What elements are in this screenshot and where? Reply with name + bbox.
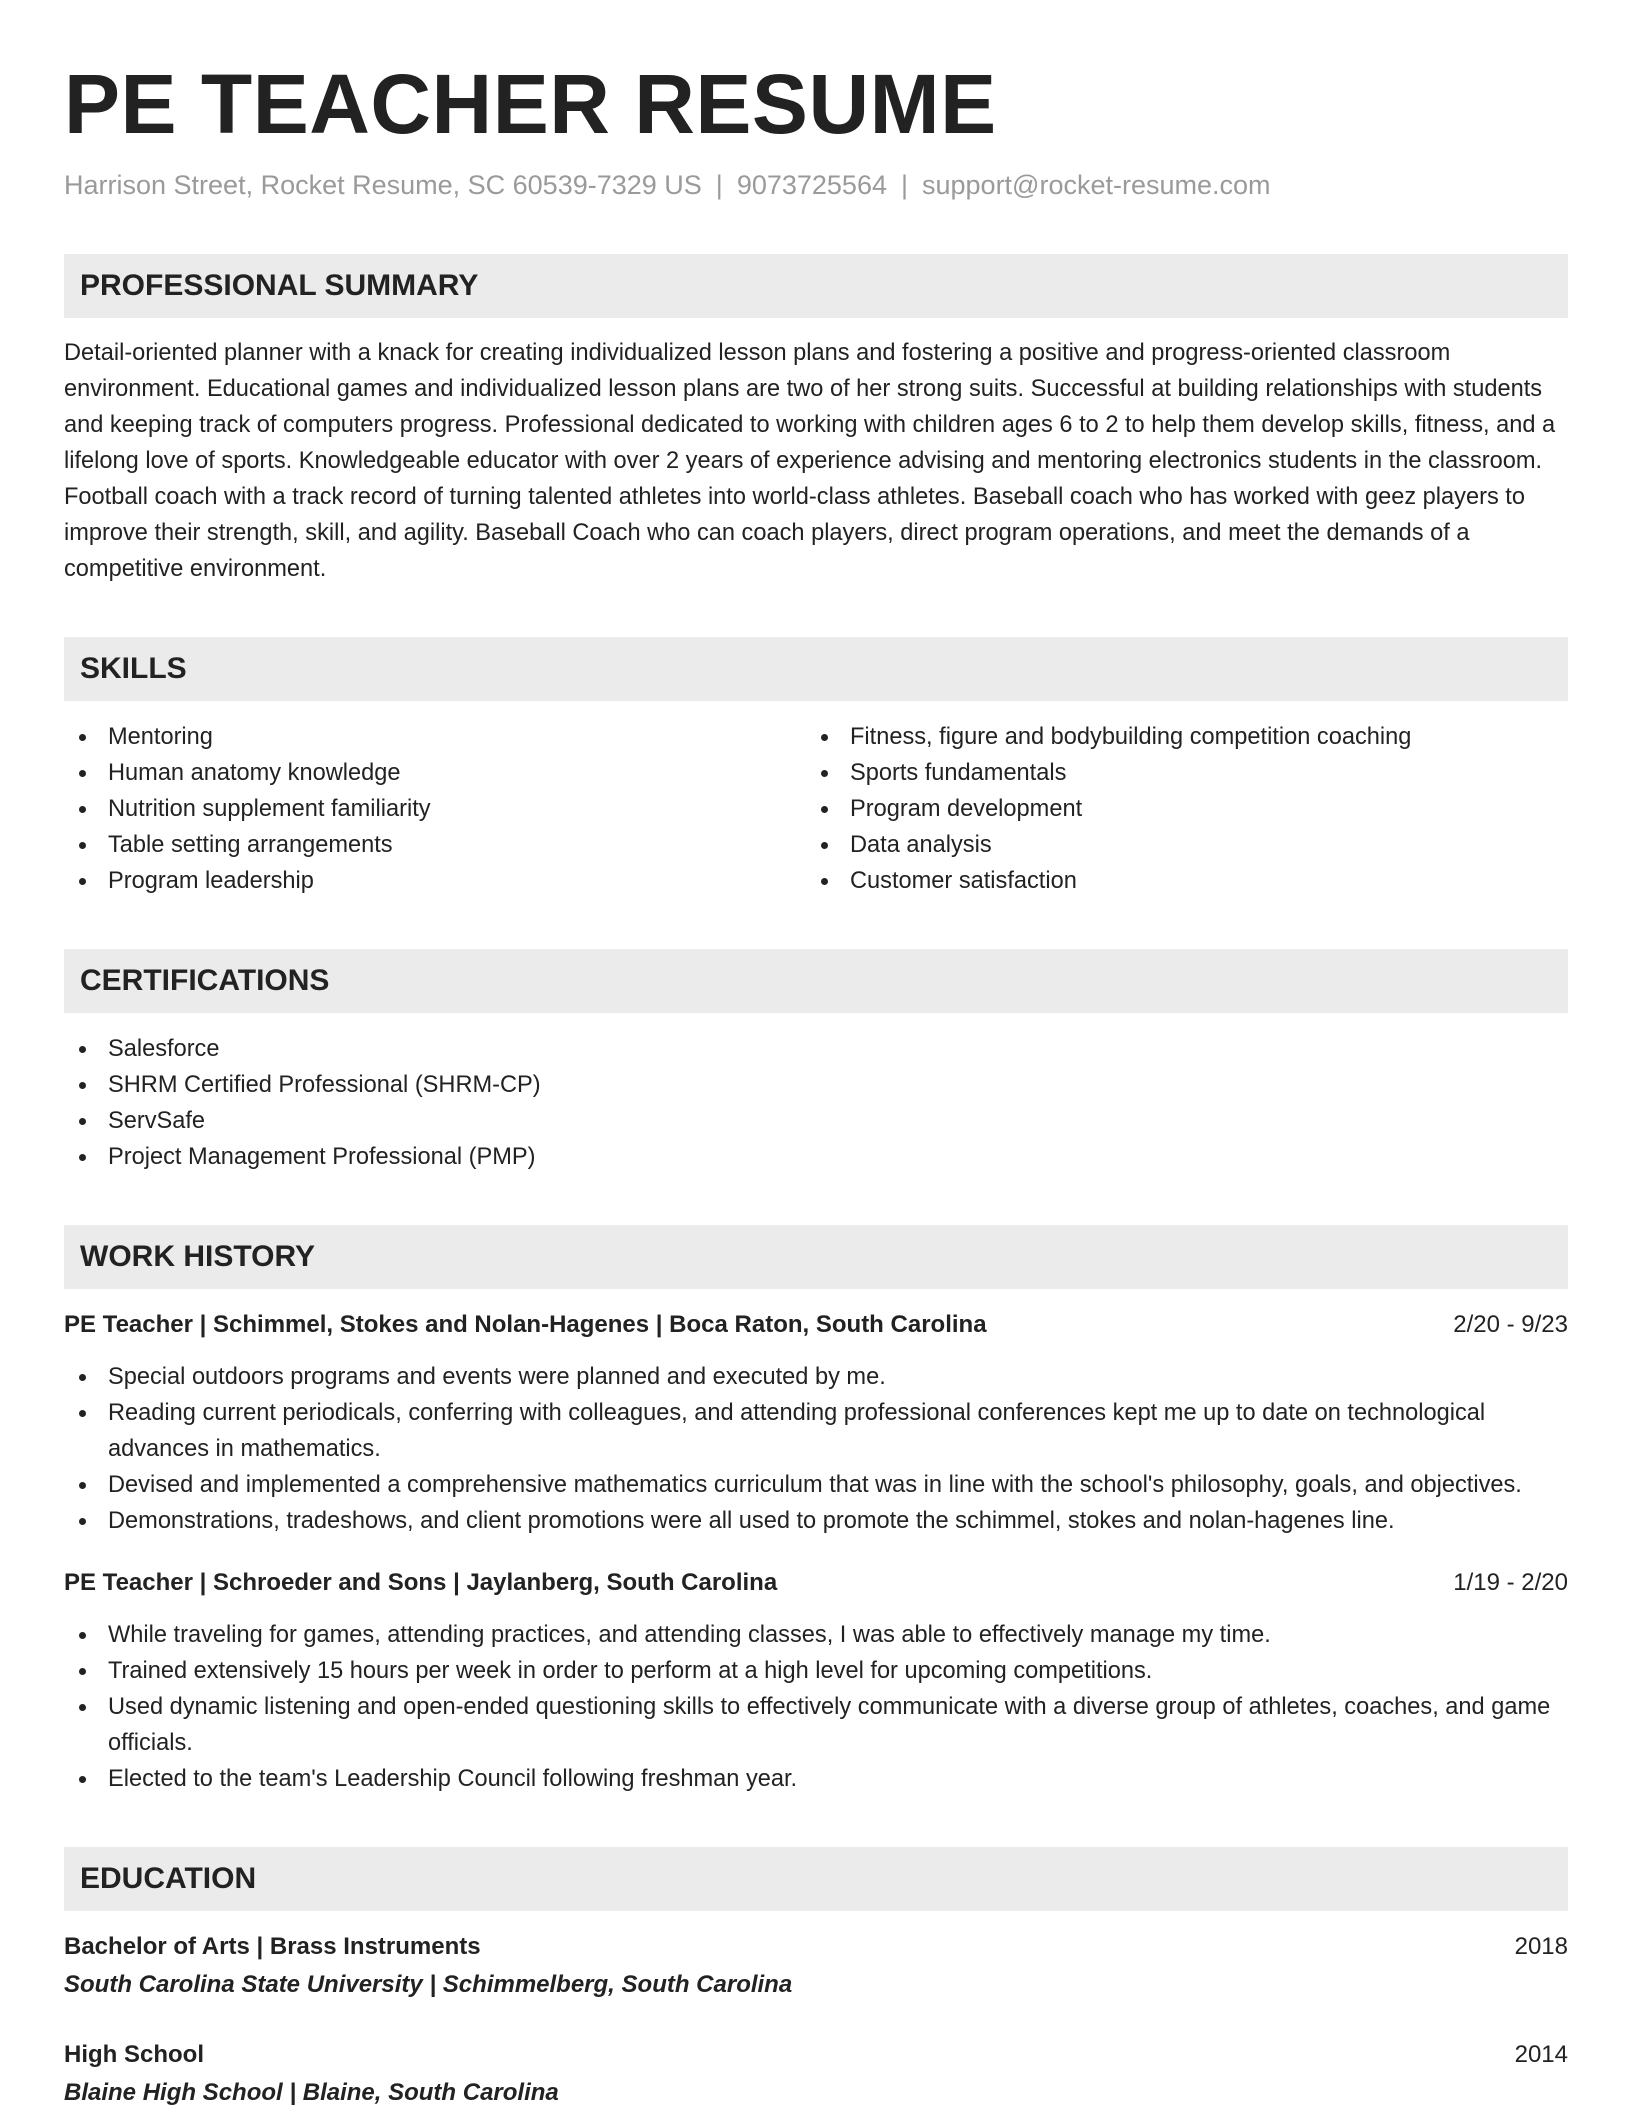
resume-title: PE TEACHER RESUME [64, 57, 997, 151]
job-header [64, 1307, 1568, 1343]
job-header [64, 1565, 1568, 1601]
education-school: Blaine High School | Blaine, South Carolina [64, 2079, 559, 2106]
education-school: South Carolina State University | Schimmelberg, South Carolina [64, 1971, 793, 1998]
skills-list-left [64, 719, 806, 899]
skill-item: Human anatomy knowledge [64, 755, 806, 791]
section-header-summary: PROFESSIONAL SUMMARY [64, 254, 1568, 318]
job-title: PE Teacher | Schimmel, Stokes and Nolan-Hagenes | Boca Raton, South Carolina [64, 1311, 987, 1338]
job-dates: 1/19 - 2/20 [1453, 1569, 1568, 1596]
job-bullet: Demonstrations, tradeshows, and client promotions were all used to promote the schimmel, stokes and nolan-hagenes line. [64, 1503, 1568, 1539]
job-bullet: While traveling for games, attending practices, and attending classes, I was able to effectively manage my time. [64, 1617, 1568, 1653]
section-header-skills: SKILLS [64, 637, 1568, 701]
skill-item: Customer satisfaction [806, 863, 1548, 899]
education-year: 2014 [1514, 2041, 1568, 2068]
job-bullets [64, 1359, 1568, 1539]
skill-item: Sports fundamentals [806, 755, 1548, 791]
skills-grid [64, 719, 1568, 899]
education-header [64, 1929, 1568, 1965]
job-bullet: Reading current periodicals, conferring with colleagues, and attending professional conferences kept me up to date on technological advances in mathematics. [64, 1395, 1568, 1467]
skill-item: Table setting arrangements [64, 827, 806, 863]
certification-item: Project Management Professional (PMP) [64, 1139, 1568, 1175]
contact-phone: 9073725564 [736, 170, 887, 200]
certification-item: SHRM Certified Professional (SHRM-CP) [64, 1067, 1568, 1103]
job-entry [64, 1307, 1568, 1539]
certifications-list [64, 1031, 1568, 1175]
skill-item: Program leadership [64, 863, 806, 899]
job-bullet: Special outdoors programs and events were planned and executed by me. [64, 1359, 1568, 1395]
job-dates: 2/20 - 9/23 [1453, 1311, 1568, 1338]
certification-item: ServSafe [64, 1103, 1568, 1139]
job-bullet: Devised and implemented a comprehensive mathematics curriculum that was in line with the school's philosophy, goals, and objectives. [64, 1467, 1568, 1503]
job-bullet: Elected to the team's Leadership Council following freshman year. [64, 1761, 1568, 1797]
skill-item: Nutrition supplement familiarity [64, 791, 806, 827]
skills-list-right [806, 719, 1548, 899]
section-header-certifications: CERTIFICATIONS [64, 949, 1568, 1013]
education-degree: Bachelor of Arts | Brass Instruments [64, 1933, 481, 1960]
job-bullet: Used dynamic listening and open-ended questioning skills to effectively communicate with a diverse group of athletes, coaches, and game officials. [64, 1689, 1568, 1761]
contact-email: support@rocket-resume.com [922, 170, 1271, 200]
section-header-work-history: WORK HISTORY [64, 1225, 1568, 1289]
education-header [64, 2037, 1568, 2073]
education-year: 2018 [1514, 1933, 1568, 1960]
skill-item: Data analysis [806, 827, 1548, 863]
education-entry [64, 2037, 1568, 2111]
contact-separator: | [900, 170, 908, 200]
job-bullets [64, 1617, 1568, 1797]
education-degree: High School [64, 2041, 204, 2068]
skill-item: Fitness, figure and bodybuilding competition coaching [806, 719, 1548, 755]
job-title: PE Teacher | Schroeder and Sons | Jaylanberg, South Carolina [64, 1569, 778, 1596]
job-entry [64, 1565, 1568, 1797]
section-header-education: EDUCATION [64, 1847, 1568, 1911]
summary-text: Detail-oriented planner with a knack for creating individualized lesson plans and fostering a positive and progress-oriented classroom environment. Educational games and individualized lesson plans are two of her strong suits. Successful at building relationships with students and keeping track of computers progress. Professional dedicated to working with children ages 6 to 2 to help them develop skills, fitness, and a lifelong love of sports. Knowledgeable educator with over 2 years of experience advising and mentoring electronics students in the classroom. Football coach with a track record of turning talented athletes into world-class athletes. Baseball coach who has worked with geez players to improve their strength, skill, and agility. Baseball Coach who can coach players, direct program operations, and meet the demands of a competitive environment. [64, 340, 1556, 582]
job-bullet: Trained extensively 15 hours per week in order to perform at a high level for upcoming competitions. [64, 1653, 1568, 1689]
skill-item: Mentoring [64, 719, 806, 755]
contact-address: Harrison Street, Rocket Resume, SC 60539-7329 US [64, 170, 702, 200]
education-entry [64, 1929, 1568, 2003]
certification-item: Salesforce [64, 1031, 1568, 1067]
skill-item: Program development [806, 791, 1548, 827]
contact-line [64, 168, 1568, 202]
contact-separator: | [715, 170, 723, 200]
